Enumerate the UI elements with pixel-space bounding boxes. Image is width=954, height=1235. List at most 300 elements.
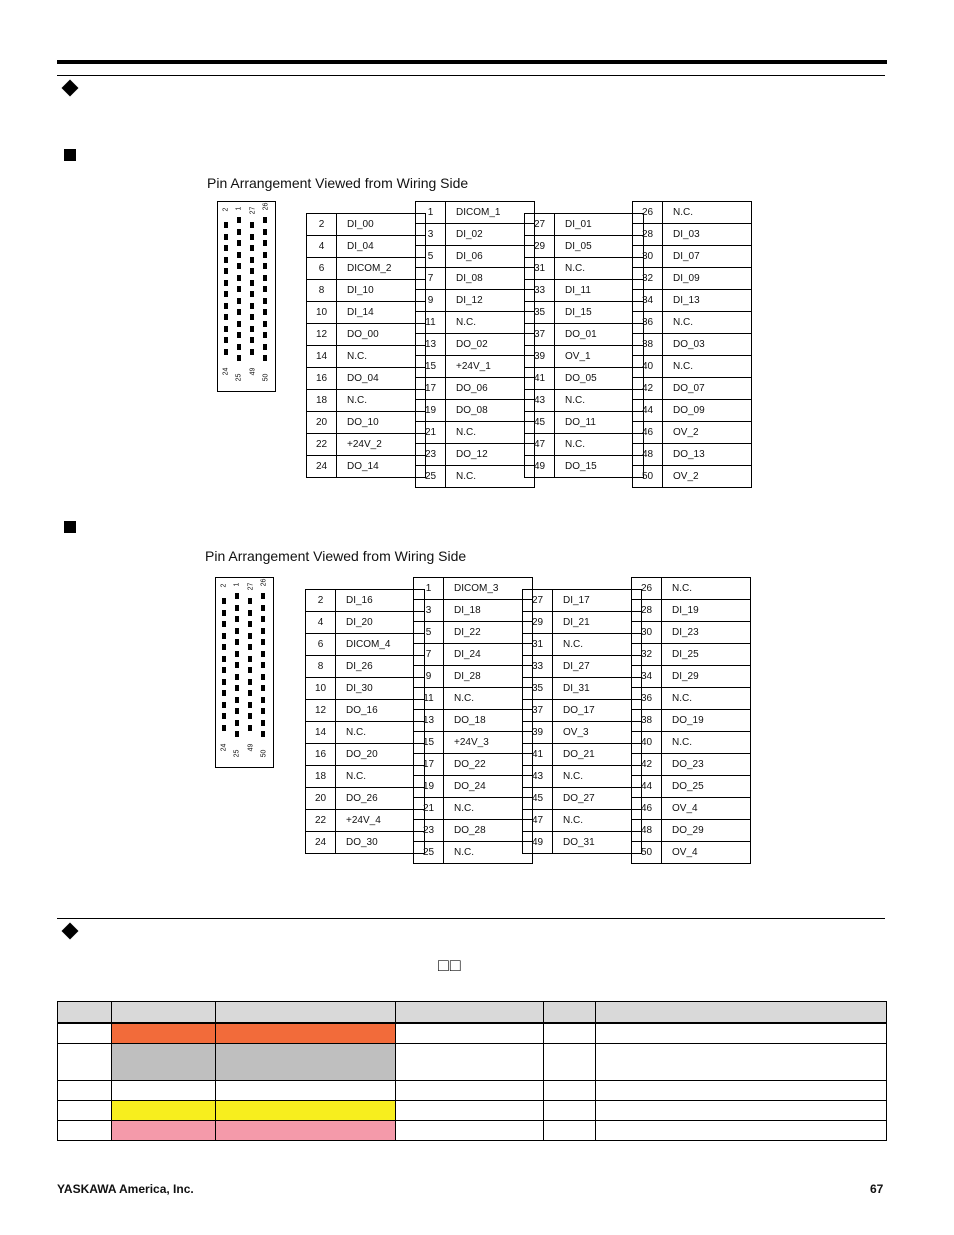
pin-row xyxy=(307,324,426,346)
pin-number: 47 xyxy=(525,434,555,456)
pin-row xyxy=(307,258,426,280)
signal-name: DO_09 xyxy=(663,400,752,422)
signal-name: DO_29 xyxy=(662,820,751,842)
pin-number: 20 xyxy=(307,412,337,434)
connector-pin xyxy=(263,344,267,350)
connector-pin xyxy=(222,644,226,650)
connector-pin xyxy=(261,662,265,668)
connector-pin xyxy=(222,667,226,673)
signal-name: DO_24 xyxy=(444,776,533,798)
pin-row xyxy=(307,412,426,434)
signal-name: DO_08 xyxy=(446,400,535,422)
connector-pin xyxy=(222,656,226,662)
signal-name: DI_20 xyxy=(336,612,425,634)
pin-number: 11 xyxy=(414,688,444,710)
pin-row xyxy=(416,268,535,290)
pin-number: 38 xyxy=(632,710,662,732)
connector-pin xyxy=(235,674,239,680)
connector-pin xyxy=(263,332,267,338)
pin-number: 31 xyxy=(525,258,555,280)
pin-number: 18 xyxy=(306,766,336,788)
pin-number: 45 xyxy=(525,412,555,434)
pin-table-2-even-high xyxy=(631,577,751,864)
connector-pin xyxy=(263,263,267,269)
pin-number: 40 xyxy=(633,356,663,378)
pin-row xyxy=(414,600,533,622)
pin-row xyxy=(416,202,535,224)
pin-row xyxy=(523,590,642,612)
pin-row xyxy=(414,688,533,710)
connector-pin xyxy=(250,291,254,297)
signal-name: DO_30 xyxy=(336,832,425,854)
connector-pin xyxy=(224,291,228,297)
connector-pin xyxy=(263,240,267,246)
pin-number: 9 xyxy=(414,666,444,688)
pin-row xyxy=(416,290,535,312)
pin-number: 49 xyxy=(523,832,553,854)
color-swatch xyxy=(216,1023,396,1043)
connector-pin xyxy=(237,275,241,281)
connector-pin xyxy=(222,702,226,708)
section-diamond-icon xyxy=(62,80,79,97)
pin-row xyxy=(632,710,751,732)
signal-name: DO_00 xyxy=(337,324,426,346)
color-swatch xyxy=(112,1120,216,1140)
pin-row xyxy=(306,700,425,722)
connector-pin xyxy=(237,298,241,304)
connector-pin xyxy=(224,257,228,263)
signal-name: +24V_4 xyxy=(336,810,425,832)
pin-row xyxy=(633,356,752,378)
connector-pin-label: 49 xyxy=(249,367,257,376)
signal-name: DI_21 xyxy=(553,612,642,634)
pin-number: 24 xyxy=(306,832,336,854)
pin-row xyxy=(633,422,752,444)
connector-pin xyxy=(261,697,265,703)
pin-number: 23 xyxy=(414,820,444,842)
pin-number: 42 xyxy=(633,378,663,400)
pin-row xyxy=(307,390,426,412)
connector-pin-label: 27 xyxy=(247,582,255,591)
pin-row xyxy=(307,302,426,324)
pin-number: 4 xyxy=(307,236,337,258)
pin-row xyxy=(632,666,751,688)
signal-name: DO_05 xyxy=(555,368,644,390)
signal-name: DI_28 xyxy=(444,666,533,688)
connector-pin xyxy=(248,610,252,616)
signal-name: DI_07 xyxy=(663,246,752,268)
pin-number: 46 xyxy=(632,798,662,820)
connector-pin xyxy=(263,309,267,315)
signal-name: DO_16 xyxy=(336,700,425,722)
signal-name: N.C. xyxy=(446,422,535,444)
pin-number: 50 xyxy=(633,466,663,488)
signal-name: DO_28 xyxy=(444,820,533,842)
signal-name: DI_14 xyxy=(337,302,426,324)
signal-name: DO_06 xyxy=(446,378,535,400)
pin-number: 33 xyxy=(525,280,555,302)
connector-pin xyxy=(224,349,228,355)
pin-row xyxy=(523,722,642,744)
pin-number: 12 xyxy=(306,700,336,722)
signal-name: N.C. xyxy=(662,578,751,600)
connector-pin xyxy=(237,229,241,235)
pin-row xyxy=(414,754,533,776)
pin-number: 1 xyxy=(414,578,444,600)
color-swatch xyxy=(112,1080,216,1100)
pin-number: 5 xyxy=(414,622,444,644)
pin-number: 41 xyxy=(523,744,553,766)
connector-pin-label: 27 xyxy=(249,206,257,215)
pin-number: 36 xyxy=(633,312,663,334)
pin-row xyxy=(416,334,535,356)
pin-row xyxy=(633,224,752,246)
signal-name: DI_00 xyxy=(337,214,426,236)
pin-row xyxy=(633,466,752,488)
pin-number: 13 xyxy=(414,710,444,732)
pin-number: 16 xyxy=(307,368,337,390)
pin-row xyxy=(306,722,425,744)
signal-name: DI_27 xyxy=(553,656,642,678)
pin-row xyxy=(633,378,752,400)
signal-name: N.C. xyxy=(336,722,425,744)
section-rule-1 xyxy=(57,75,885,76)
connector-pin xyxy=(235,720,239,726)
signal-name: DO_25 xyxy=(662,776,751,798)
connector-pin xyxy=(263,217,267,223)
connector-pin xyxy=(235,651,239,657)
pin-row xyxy=(307,280,426,302)
signal-name: N.C. xyxy=(337,346,426,368)
connector-pin-label: 26 xyxy=(260,578,268,587)
pin-number: 21 xyxy=(414,798,444,820)
connector-pin xyxy=(235,628,239,634)
pin-number: 12 xyxy=(307,324,337,346)
pin-row xyxy=(523,788,642,810)
signal-name: OV_2 xyxy=(663,422,752,444)
connector-pin xyxy=(224,326,228,332)
connector-pin xyxy=(263,275,267,281)
pin-number: 25 xyxy=(414,842,444,864)
pin-row xyxy=(414,710,533,732)
pin-row xyxy=(525,390,644,412)
signal-name: +24V_2 xyxy=(337,434,426,456)
signal-name: DO_01 xyxy=(555,324,644,346)
connector-pin-label: 25 xyxy=(235,373,243,382)
signal-name: DO_17 xyxy=(553,700,642,722)
pin-row xyxy=(416,246,535,268)
signal-name: DICOM_2 xyxy=(337,258,426,280)
signal-name: N.C. xyxy=(555,258,644,280)
signal-name: DO_10 xyxy=(337,412,426,434)
pin-table-1-odd-high xyxy=(524,213,644,478)
connector-pin xyxy=(250,234,254,240)
connector-pin xyxy=(250,280,254,286)
pin-row xyxy=(632,644,751,666)
signal-name: DI_12 xyxy=(446,290,535,312)
signal-name: N.C. xyxy=(662,732,751,754)
connector-pin xyxy=(224,337,228,343)
connector-diagram-1 xyxy=(217,201,276,392)
connector-pin xyxy=(261,628,265,634)
pin-number: 46 xyxy=(633,422,663,444)
signal-name: +24V_1 xyxy=(446,356,535,378)
pin-number: 6 xyxy=(306,634,336,656)
legend-row xyxy=(58,1100,887,1120)
pin-row xyxy=(307,214,426,236)
connector-pin xyxy=(237,332,241,338)
signal-name: DO_15 xyxy=(555,456,644,478)
pin-number: 45 xyxy=(523,788,553,810)
connector-pin xyxy=(248,633,252,639)
signal-name: DO_12 xyxy=(446,444,535,466)
signal-name: DI_29 xyxy=(662,666,751,688)
pin-row xyxy=(523,832,642,854)
pin-number: 49 xyxy=(525,456,555,478)
legend-row xyxy=(58,1023,887,1043)
pin-number: 41 xyxy=(525,368,555,390)
signal-name: DI_18 xyxy=(444,600,533,622)
connector-pin xyxy=(248,690,252,696)
pin-row xyxy=(306,612,425,634)
color-swatch xyxy=(216,1120,396,1140)
connector-pin xyxy=(248,667,252,673)
pin-row xyxy=(414,666,533,688)
pin-number: 3 xyxy=(416,224,446,246)
pin-number: 3 xyxy=(414,600,444,622)
connector-pin xyxy=(235,708,239,714)
pin-row xyxy=(523,700,642,722)
connector-pin xyxy=(224,268,228,274)
pin-row xyxy=(525,324,644,346)
pin-number: 44 xyxy=(633,400,663,422)
top-rule xyxy=(57,60,887,64)
signal-name: DI_30 xyxy=(336,678,425,700)
pin-row xyxy=(525,412,644,434)
pin-number: 28 xyxy=(632,600,662,622)
connector-pin xyxy=(237,321,241,327)
signal-name: N.C. xyxy=(444,798,533,820)
pin-number: 14 xyxy=(307,346,337,368)
pin-row xyxy=(632,732,751,754)
pin-number: 43 xyxy=(525,390,555,412)
pin-arrangement-caption-1: Pin Arrangement Viewed from Wiring Side xyxy=(207,175,469,191)
connector-pin xyxy=(261,605,265,611)
signal-name: DO_21 xyxy=(553,744,642,766)
connector-pin xyxy=(261,685,265,691)
pin-row xyxy=(306,634,425,656)
connector-pin xyxy=(261,616,265,622)
connector-pin-label: 26 xyxy=(262,202,270,211)
pin-number: 26 xyxy=(633,202,663,224)
signal-name: N.C. xyxy=(553,810,642,832)
signal-name: OV_4 xyxy=(662,798,751,820)
signal-name: DI_25 xyxy=(662,644,751,666)
pin-row xyxy=(414,578,533,600)
pin-row xyxy=(306,744,425,766)
pin-row xyxy=(307,368,426,390)
connector-pin xyxy=(224,234,228,240)
connector-pin xyxy=(248,725,252,731)
footer-page-number: 67 xyxy=(870,1182,884,1196)
signal-name: DO_27 xyxy=(553,788,642,810)
signal-name: DI_04 xyxy=(337,236,426,258)
pin-number: 35 xyxy=(525,302,555,324)
connector-pin xyxy=(235,697,239,703)
pin-row xyxy=(306,656,425,678)
connector-pin xyxy=(261,651,265,657)
connector-pin xyxy=(235,639,239,645)
connector-pin xyxy=(250,349,254,355)
pin-table-2-odd-high xyxy=(522,589,642,854)
signal-name: DI_16 xyxy=(336,590,425,612)
pin-number: 30 xyxy=(632,622,662,644)
connector-pin-label: 25 xyxy=(233,749,241,758)
connector-pin-label: 24 xyxy=(222,367,230,376)
connector-pin xyxy=(224,303,228,309)
pin-row xyxy=(306,590,425,612)
subsection-square-icon xyxy=(64,521,76,533)
connector-pin xyxy=(250,268,254,274)
pin-number: 2 xyxy=(307,214,337,236)
pin-row xyxy=(306,810,425,832)
pin-number: 47 xyxy=(523,810,553,832)
signal-name: OV_3 xyxy=(553,722,642,744)
pin-row xyxy=(632,798,751,820)
pin-row xyxy=(416,378,535,400)
pin-number: 6 xyxy=(307,258,337,280)
signal-name: DI_17 xyxy=(553,590,642,612)
connector-pin xyxy=(237,355,241,361)
pin-number: 30 xyxy=(633,246,663,268)
connector-pin xyxy=(222,610,226,616)
signal-name: DICOM_4 xyxy=(336,634,425,656)
connector-pin xyxy=(237,240,241,246)
pin-number: 37 xyxy=(523,700,553,722)
connector-pin xyxy=(261,639,265,645)
connector-pin xyxy=(261,731,265,737)
pin-number: 16 xyxy=(306,744,336,766)
placeholder-boxes: □□ xyxy=(438,955,462,975)
pin-row xyxy=(632,688,751,710)
connector-pin xyxy=(222,725,226,731)
pin-number: 37 xyxy=(525,324,555,346)
connector-pin-label: 50 xyxy=(260,749,268,758)
pin-number: 27 xyxy=(523,590,553,612)
connector-pin xyxy=(250,257,254,263)
connector-diagram-2 xyxy=(215,577,274,768)
connector-pin xyxy=(237,344,241,350)
pin-number: 33 xyxy=(523,656,553,678)
connector-pin xyxy=(248,644,252,650)
connector-pin xyxy=(261,720,265,726)
pin-row xyxy=(633,334,752,356)
pin-number: 8 xyxy=(306,656,336,678)
signal-name: DI_26 xyxy=(336,656,425,678)
connector-pin xyxy=(250,326,254,332)
pin-row xyxy=(523,744,642,766)
pin-number: 10 xyxy=(306,678,336,700)
pin-number: 34 xyxy=(632,666,662,688)
pin-number: 22 xyxy=(307,434,337,456)
signal-name: DI_24 xyxy=(444,644,533,666)
pin-row xyxy=(416,466,535,488)
section-rule-2 xyxy=(57,918,885,919)
signal-name: OV_2 xyxy=(663,466,752,488)
pin-row xyxy=(525,280,644,302)
pin-row xyxy=(633,202,752,224)
pin-table-1-odd xyxy=(415,201,535,488)
legend-row xyxy=(58,1080,887,1100)
pin-row xyxy=(632,600,751,622)
pin-number: 50 xyxy=(632,842,662,864)
signal-name: DO_31 xyxy=(553,832,642,854)
pin-row xyxy=(523,678,642,700)
pin-row xyxy=(307,346,426,368)
color-swatch xyxy=(112,1023,216,1043)
signal-name: DO_02 xyxy=(446,334,535,356)
connector-pin xyxy=(248,621,252,627)
legend-header-row xyxy=(58,1002,887,1024)
pin-row xyxy=(414,798,533,820)
color-swatch xyxy=(112,1100,216,1120)
signal-name: +24V_3 xyxy=(444,732,533,754)
connector-pin xyxy=(222,690,226,696)
pin-row xyxy=(523,766,642,788)
signal-name: DI_13 xyxy=(663,290,752,312)
pin-row xyxy=(416,312,535,334)
connector-pin xyxy=(261,593,265,599)
signal-name: DI_03 xyxy=(663,224,752,246)
pin-row xyxy=(632,842,751,864)
connector-pin xyxy=(237,309,241,315)
pin-table-1-even xyxy=(306,213,426,478)
pin-row xyxy=(523,810,642,832)
signal-name: DO_18 xyxy=(444,710,533,732)
pin-row xyxy=(523,612,642,634)
pin-number: 7 xyxy=(414,644,444,666)
signal-name: DO_07 xyxy=(663,378,752,400)
connector-pin xyxy=(224,314,228,320)
connector-pin xyxy=(263,321,267,327)
signal-name: OV_4 xyxy=(662,842,751,864)
connector-pin xyxy=(248,679,252,685)
pin-number: 42 xyxy=(632,754,662,776)
pin-number: 14 xyxy=(306,722,336,744)
connector-pin xyxy=(235,593,239,599)
pin-number: 17 xyxy=(414,754,444,776)
pin-number: 35 xyxy=(523,678,553,700)
pin-number: 39 xyxy=(523,722,553,744)
signal-name: DI_08 xyxy=(446,268,535,290)
pin-table-2-even xyxy=(305,589,425,854)
pin-number: 10 xyxy=(307,302,337,324)
connector-pin-label: 49 xyxy=(247,743,255,752)
pin-row xyxy=(633,246,752,268)
connector-pin xyxy=(222,679,226,685)
legend-row xyxy=(58,1120,887,1140)
connector-pin xyxy=(248,656,252,662)
pin-number: 34 xyxy=(633,290,663,312)
connector-pin xyxy=(235,685,239,691)
connector-pin xyxy=(235,616,239,622)
connector-pin xyxy=(250,222,254,228)
signal-name: N.C. xyxy=(663,202,752,224)
pin-number: 15 xyxy=(416,356,446,378)
pin-number: 7 xyxy=(416,268,446,290)
pin-number: 8 xyxy=(307,280,337,302)
signal-name: DI_11 xyxy=(555,280,644,302)
